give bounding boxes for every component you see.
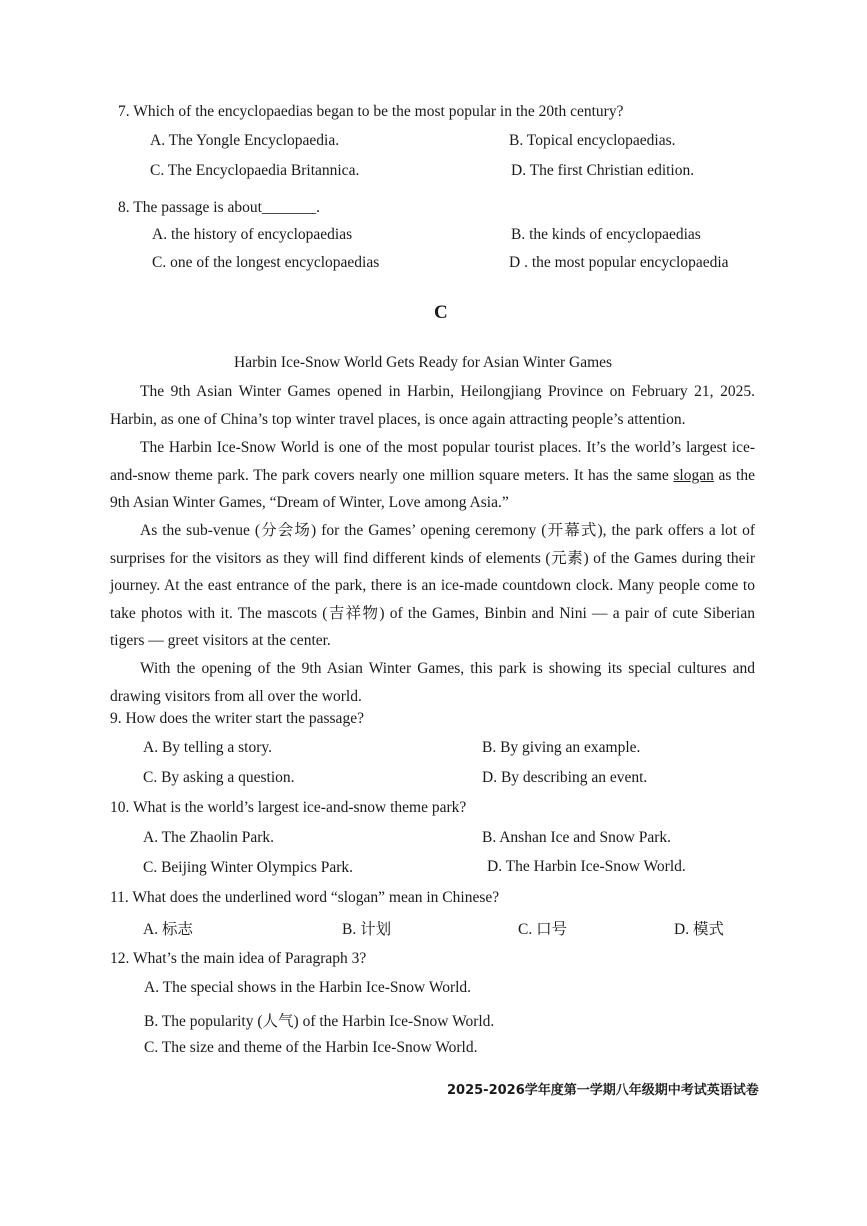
- question-8-option-d: D . the most popular encyclopaedia: [509, 254, 729, 271]
- question-10-option-d: D. The Harbin Ice-Snow World.: [487, 858, 686, 875]
- question-9-option-a: A. By telling a story.: [143, 739, 273, 756]
- question-10-stem: 10. What is the world’s largest ice-and-snow theme park?: [110, 799, 467, 816]
- question-11-option-d: D. 模式: [674, 921, 724, 938]
- underlined-word-slogan: slogan: [673, 466, 714, 484]
- question-8-option-b: B. the kinds of encyclopaedias: [511, 226, 701, 243]
- question-12-option-b: B. The popularity (人气) of the Harbin Ice-Snow World.: [144, 1013, 495, 1030]
- question-12-option-c: C. The size and theme of the Harbin Ice-Snow World.: [144, 1039, 478, 1056]
- question-10-option-a: A. The Zhaolin Park.: [143, 829, 275, 846]
- question-10-option-b: B. Anshan Ice and Snow Park.: [482, 829, 671, 846]
- question-9-option-d: D. By describing an event.: [482, 769, 648, 786]
- question-11-option-b: B. 计划: [342, 921, 392, 938]
- article-title: Harbin Ice-Snow World Gets Ready for Asian Winter Games: [234, 354, 613, 371]
- page-footer: 2025-2026学年度第一学期八年级期中考试英语试卷: [447, 1083, 759, 1098]
- question-8-option-a: A. the history of encyclopaedias: [152, 226, 353, 243]
- question-7-option-b: B. Topical encyclopaedias.: [509, 132, 676, 149]
- article-paragraph-2: The Harbin Ice-Snow World is one of the most popular tourist places. It’s the world’s largest ice-and-snow theme park. The park covers nearly one million square meters. It has the same slogan as the 9th Asian Winter Games, “Dream of Winter, Love among Asia.”: [110, 439, 755, 512]
- question-8-option-c: C. one of the longest encyclopaedias: [152, 254, 380, 271]
- question-7-option-d: D. The first Christian edition.: [511, 162, 695, 179]
- question-9-option-b: B. By giving an example.: [482, 739, 641, 756]
- question-10-option-c: C. Beijing Winter Olympics Park.: [143, 859, 354, 876]
- question-12-stem: 12. What’s the main idea of Paragraph 3?: [110, 950, 367, 967]
- article-paragraph-1: The 9th Asian Winter Games opened in Harbin, Heilongjiang Province on February 21, 2025. Harbin, as one of China’s top winter travel places, is once again attracting people’s attention.: [110, 383, 755, 428]
- question-11-option-a: A. 标志: [143, 921, 193, 938]
- question-11-stem: 11. What does the underlined word “slogan” mean in Chinese?: [110, 889, 500, 906]
- question-12-option-a: A. The special shows in the Harbin Ice-Snow World.: [144, 979, 472, 996]
- question-7-option-c: C. The Encyclopaedia Britannica.: [150, 162, 360, 179]
- question-7-stem: 7. Which of the encyclopaedias began to be the most popular in the 20th century?: [118, 103, 624, 120]
- article-paragraph-4: With the opening of the 9th Asian Winter Games, this park is showing its special cultures and drawing visitors from all over the world.: [110, 660, 755, 705]
- question-9-option-c: C. By asking a question.: [143, 769, 295, 786]
- question-7-option-a: A. The Yongle Encyclopaedia.: [150, 132, 340, 149]
- section-label: C: [434, 302, 448, 323]
- article-paragraph-3: As the sub-venue (分会场) for the Games’ opening ceremony (开幕式), the park offers a lot of surprises for the visitors as they will find different kinds of elements (元素) of the Games during their journey. At the east entrance of the park, there is an ice-made countdown clock. Many people come to take photos with it. The mascots (吉祥物) of the Games, Binbin and Nini — a pair of cute Siberian tigers — greet visitors at the center.: [110, 522, 755, 650]
- question-9-stem: 9. How does the writer start the passage?: [110, 710, 364, 727]
- question-11-option-c: C. 口号: [518, 921, 568, 938]
- question-8-stem: 8. The passage is about_______.: [118, 199, 321, 216]
